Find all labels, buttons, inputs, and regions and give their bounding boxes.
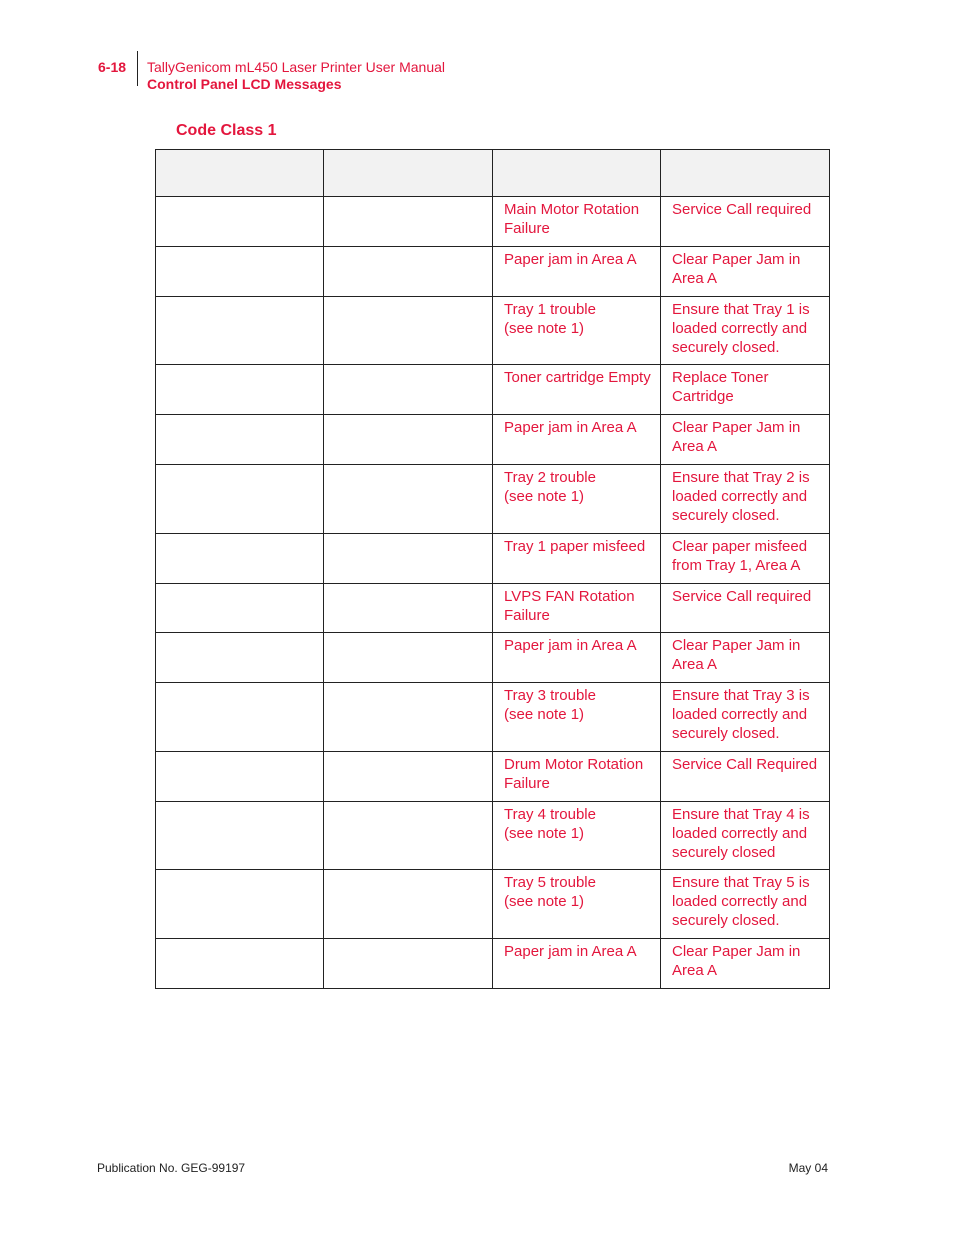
table-header-cell-2 [324, 150, 493, 197]
code-cell [156, 465, 324, 534]
action-line: loaded correctly and [672, 706, 808, 723]
table-row [156, 247, 830, 297]
lcd-message-cell [324, 415, 493, 465]
description-line: Main Motor Rotation [504, 201, 640, 218]
lcd-message-cell [324, 683, 493, 752]
description-line: Failure [504, 607, 550, 624]
action-cell [661, 197, 830, 247]
lcd-message-cell [324, 465, 493, 534]
action-line: Ensure that Tray 1 is [672, 301, 810, 318]
action-line: Ensure that Tray 5 is [672, 874, 810, 891]
action-line: Clear Paper Jam in [672, 637, 801, 654]
lcd-messages-table [155, 149, 830, 989]
action-line: Area A [672, 270, 718, 287]
description-cell [493, 247, 661, 297]
action-line: Ensure that Tray 4 is [672, 806, 810, 823]
lcd-message-cell [324, 633, 493, 683]
code-cell [156, 197, 324, 247]
table-row [156, 297, 830, 365]
table-row [156, 197, 830, 247]
description-cell [493, 534, 661, 584]
description-line: (see note 1) [504, 825, 585, 842]
code-cell [156, 802, 324, 870]
action-line: securely closed. [672, 725, 780, 742]
action-line: Service Call required [672, 201, 812, 218]
action-cell [661, 584, 830, 633]
page-number: 6-18 [98, 59, 127, 75]
lcd-message-cell [324, 752, 493, 802]
action-line: securely closed. [672, 912, 780, 929]
action-line: Clear Paper Jam in [672, 419, 801, 436]
table-row [156, 584, 830, 633]
description-cell [493, 683, 661, 752]
action-line: Service Call required [672, 588, 812, 605]
code-cell [156, 534, 324, 584]
action-line: Ensure that Tray 3 is [672, 687, 810, 704]
description-cell [493, 939, 661, 989]
code-cell [156, 297, 324, 365]
description-line: Tray 5 trouble [504, 874, 596, 891]
action-cell [661, 297, 830, 365]
table-header-cell-3 [493, 150, 661, 197]
description-cell [493, 752, 661, 802]
action-line: loaded correctly and [672, 825, 808, 842]
action-cell [661, 870, 830, 939]
section-title: Control Panel LCD Messages [147, 76, 342, 92]
lcd-message-cell [324, 197, 493, 247]
action-line: Cartridge [672, 388, 734, 405]
table-row [156, 870, 830, 939]
table-row [156, 415, 830, 465]
table-row [156, 802, 830, 870]
code-cell [156, 752, 324, 802]
action-cell [661, 633, 830, 683]
lcd-message-cell [324, 802, 493, 870]
table-row [156, 752, 830, 802]
lcd-message-cell [324, 297, 493, 365]
action-line: Ensure that Tray 2 is [672, 469, 810, 486]
action-cell [661, 365, 830, 415]
action-cell [661, 802, 830, 870]
code-cell [156, 683, 324, 752]
code-cell [156, 584, 324, 633]
description-line: Paper jam in Area A [504, 943, 637, 960]
table-row [156, 365, 830, 415]
manual-title: TallyGenicom mL450 Laser Printer User Manual [147, 59, 446, 75]
action-line: Area A [672, 438, 718, 455]
table-header-cell-4 [661, 150, 830, 197]
description-line: Tray 4 trouble [504, 806, 596, 823]
description-line: Tray 1 trouble [504, 301, 596, 318]
description-line: (see note 1) [504, 706, 585, 723]
code-class-heading: Code Class 1 [176, 122, 277, 139]
action-line: loaded correctly and [672, 893, 808, 910]
lcd-message-cell [324, 584, 493, 633]
action-cell [661, 752, 830, 802]
description-cell [493, 297, 661, 365]
description-cell [493, 415, 661, 465]
lcd-message-cell [324, 870, 493, 939]
description-line: Toner cartridge Empty [504, 369, 651, 386]
action-line: Replace Toner [672, 369, 769, 386]
code-cell [156, 870, 324, 939]
action-line: Area A [672, 656, 718, 673]
code-cell [156, 365, 324, 415]
action-line: Service Call Required [672, 756, 818, 773]
action-line: Clear Paper Jam in [672, 251, 801, 268]
description-line: Drum Motor Rotation [504, 756, 644, 773]
table-header [156, 150, 830, 197]
action-line: securely closed [672, 844, 776, 861]
table-row [156, 465, 830, 534]
action-line: loaded correctly and [672, 488, 808, 505]
description-line: (see note 1) [504, 893, 585, 910]
action-line: loaded correctly and [672, 320, 808, 337]
description-line: Paper jam in Area A [504, 637, 637, 654]
action-line: Clear paper misfeed [672, 538, 808, 555]
action-cell [661, 939, 830, 989]
action-line: securely closed. [672, 507, 780, 524]
action-cell [661, 465, 830, 534]
description-line: Tray 3 trouble [504, 687, 596, 704]
action-cell [661, 247, 830, 297]
lcd-message-cell [324, 365, 493, 415]
description-line: LVPS FAN Rotation [504, 588, 635, 605]
action-line: from Tray 1, Area A [672, 557, 801, 574]
table-header-row [156, 150, 830, 197]
description-cell [493, 365, 661, 415]
description-cell [493, 802, 661, 870]
action-cell [661, 534, 830, 584]
header-divider [137, 51, 138, 86]
lcd-message-cell [324, 939, 493, 989]
action-cell [661, 415, 830, 465]
description-cell [493, 633, 661, 683]
description-line: (see note 1) [504, 320, 585, 337]
lcd-message-cell [324, 247, 493, 297]
description-line: Failure [504, 220, 550, 237]
lcd-message-cell [324, 534, 493, 584]
code-cell [156, 633, 324, 683]
description-line: Failure [504, 775, 550, 792]
publication-number: Publication No. GEG-99197 [97, 1161, 246, 1175]
description-line: (see note 1) [504, 488, 585, 505]
description-cell [493, 465, 661, 534]
code-cell [156, 415, 324, 465]
action-line: Clear Paper Jam in [672, 943, 801, 960]
table-row [156, 683, 830, 752]
description-line: Paper jam in Area A [504, 419, 637, 436]
action-line: Area A [672, 962, 718, 979]
table-body [156, 197, 830, 989]
code-cell [156, 939, 324, 989]
table-row [156, 534, 830, 584]
code-cell [156, 247, 324, 297]
action-line: securely closed. [672, 339, 780, 356]
table-row [156, 633, 830, 683]
description-cell [493, 197, 661, 247]
description-line: Tray 1 paper misfeed [504, 538, 646, 555]
table-header-cell-1 [156, 150, 324, 197]
publication-date: May 04 [788, 1161, 828, 1175]
description-line: Tray 2 trouble [504, 469, 596, 486]
action-cell [661, 683, 830, 752]
table-row [156, 939, 830, 989]
description-line: Paper jam in Area A [504, 251, 637, 268]
description-cell [493, 870, 661, 939]
description-cell [493, 584, 661, 633]
